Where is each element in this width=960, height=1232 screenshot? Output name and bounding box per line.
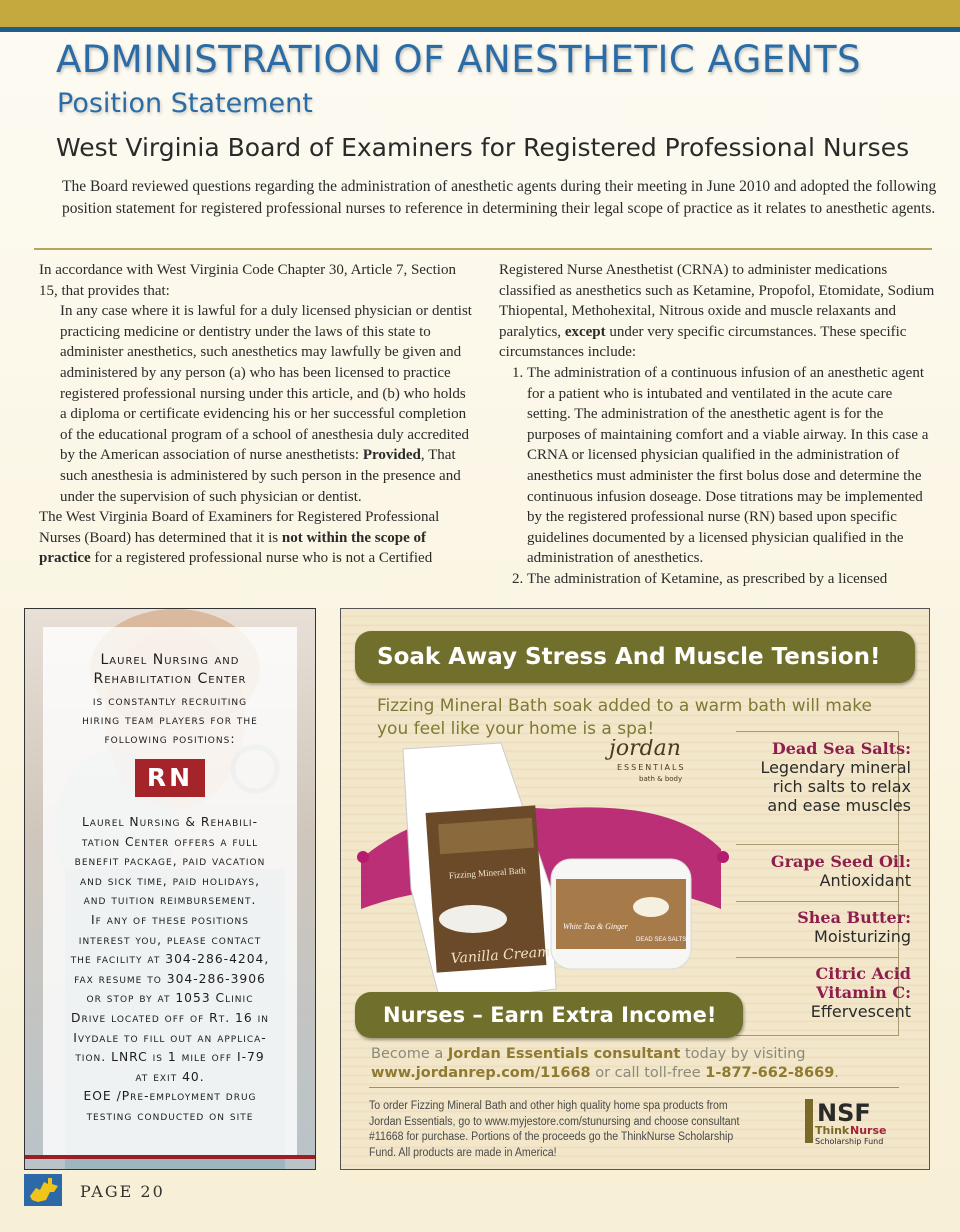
crna-paragraph <box>499 260 939 363</box>
ad-body-line: tation Center offers a full <box>81 834 259 849</box>
ad-body <box>25 813 315 1127</box>
bag-flavor-label: Vanilla Cream <box>450 944 551 968</box>
ingredient-name: Shea Butter: <box>797 908 911 927</box>
brand-logo-tag: bath & body <box>639 775 683 783</box>
top-blue-rule <box>0 27 960 32</box>
code-quote <box>60 301 474 507</box>
ad-body-line: and tuition reimbursement. <box>83 893 257 908</box>
contact-bold: Jordan Essentials consultant <box>447 1046 681 1062</box>
ad-intro-line: is constantly recruiting <box>92 693 248 708</box>
consultant-link[interactable]: www.jordanrep.com/11668 <box>371 1065 591 1081</box>
ad-body-line: the facility at 304-286-4204, <box>70 952 270 967</box>
ingredient-grape-seed-oil <box>741 852 911 890</box>
nsf-logo-nurse: Nurse <box>850 1124 887 1137</box>
quote-bold: Provided <box>362 447 421 464</box>
page-subtitle: Position Statement <box>57 88 313 119</box>
ingredient-name: Grape Seed Oil: <box>770 852 911 871</box>
section-divider <box>34 248 932 250</box>
ad-body-line: testing conducted on site <box>86 1108 254 1123</box>
ad-body-line: EOE /Pre-employment drug <box>83 1089 257 1104</box>
list-item: 2. The administration of Ketamine, as prescribed by a licensed <box>527 569 939 590</box>
ingredient-citric-acid <box>801 964 911 1021</box>
nsf-logo-text: NSF <box>817 1099 871 1127</box>
ad-body-line: If any of these positions <box>91 912 249 927</box>
article-column-left <box>39 260 474 569</box>
ingredient-name: Citric Acid Vitamin C: <box>815 964 911 1002</box>
ad-intro <box>25 691 315 748</box>
contact-text: Become a <box>371 1046 448 1062</box>
ad-body-line: Drive located off of Rt. 16 in <box>71 1010 269 1025</box>
contact-divider <box>369 1087 899 1088</box>
ingredient-desc: Moisturizing <box>814 927 911 946</box>
income-banner: Nurses – Earn Extra Income! <box>355 992 743 1038</box>
ingredient-desc: Antioxidant <box>819 871 911 890</box>
ingredient-divider <box>736 844 898 845</box>
ad-heading <box>25 651 315 689</box>
ingredient-divider <box>736 957 898 958</box>
contact-phone: 1-877-662-8669 <box>705 1065 835 1081</box>
ad-body-line: fax resume to 304-286-3906 <box>74 971 266 986</box>
laurel-nursing-ad <box>24 608 316 1170</box>
ad-headline: Soak Away Stress And Muscle Tension! <box>355 631 915 683</box>
crna-text: Registered Nurse Anesthetist (CRNA) to administer medications classified as anesthetics such as Ketamine, Propofol, Etomidate, Sodium Thiopental, Methohexital, Nitrous oxide and muscle relaxants and paralytics, <box>499 262 935 340</box>
fine-print: To order Fizzing Mineral Bath and other high quality home spa products from Jordan Essentials, go to www.myjestore.com/stunursing and choose consultant #11668 for purchase. Portions of the proceeds go the ThinkNurse Scholarship Fund. All products are made in America! <box>369 1100 740 1159</box>
ad-tagline: Fizzing Mineral Bath soak added to a warm bath will make you feel like your home is a spa! <box>377 696 872 739</box>
jar-sublabel: DEAD SEA SALTS <box>636 937 687 943</box>
consultant-contact <box>371 1045 891 1083</box>
jar-label: White Tea & Ginger <box>563 922 628 931</box>
intro-paragraph: The Board reviewed questions regarding the administration of anesthetic agents during their meeting in June 2010 and adopted the following position statement for registered professional nurses to reference in determining their legal scope of practice as it relates to anesthetic agents. <box>62 178 937 217</box>
ad-body-line: tion. LNRC is 1 mile off I-79 <box>75 1050 265 1065</box>
contact-text: . <box>834 1065 839 1081</box>
ad-body-line: Ivydale to fill out an applica- <box>73 1030 267 1045</box>
west-virginia-map-icon <box>24 1174 62 1206</box>
nsf-logo-think: Think <box>815 1124 850 1137</box>
ingredient-name: Dead Sea Salts: <box>771 739 911 758</box>
ingredient-shea-butter <box>741 908 911 946</box>
ad-body-line: at exit 40. <box>135 1069 205 1084</box>
contact-text: today by visiting <box>680 1046 806 1062</box>
brand-logo: jordan <box>609 739 681 761</box>
jordan-essentials-ad <box>340 608 930 1170</box>
list-item: 1. The administration of a continuous infusion of an anesthetic agent for a patient who is intubated and ventilated in the acute care setting. The administration of the anesthetic agent is for the purposes of maintaining comfort and a viable airway. In this case a CRNA or licensed physician qualified in the administration of anesthetics must administer the first bolus dose and determine the continuous infusion doseage. Dose titrations may be implemented by the registered professional nurse (RN) based upon specific guidelines documented by a licensed physician qualified in the administration of anesthetics. <box>527 363 939 569</box>
ad-body-line: benefit package, paid vacation <box>74 854 266 869</box>
determination-text: The West Virginia Board of Examiners for Registered Professional Nurses (Board) has determined that it is <box>39 509 440 546</box>
determination-bold: not within the scope of practice <box>39 529 427 567</box>
quote-text-end: , That such anesthesia is administered by such person in the presence and under the supervision of such physician or dentist. <box>60 447 461 505</box>
ingredient-divider <box>736 901 898 902</box>
ingredient-desc: Effervescent <box>810 1002 911 1021</box>
page-number: PAGE 20 <box>80 1182 165 1201</box>
code-reference: In accordance with West Virginia Code Chapter 30, Article 7, Section 15, that provides that: <box>39 262 456 299</box>
ad-body-line: and sick time, paid holidays, <box>80 873 260 888</box>
crna-text-end: under very specific circumstances. These specific circumstances include: <box>499 323 907 361</box>
ad-heading-line: Laurel Nursing and <box>100 652 240 668</box>
rn-badge: RN <box>135 759 205 797</box>
quote-text: In any case where it is lawful for a duly licensed physician or dentist practicing medicine or dentistry under the laws of this state to administer anesthetics, such anesthetics may lawfully be given and administered by any person (a) who has been licensed to practice registered professional nursing under this article, and (b) who holds a diploma or certificate evidencing his or her successful completion of the educational program of a school of anesthesia duly accredited by the American association of nurse anesthetists: <box>60 303 472 464</box>
ad-body-line: Laurel Nursing & Rehabili- <box>81 815 259 829</box>
ad-body-line: interest you, please contact <box>78 932 262 947</box>
ad-red-rule <box>25 1155 315 1159</box>
board-heading: West Virginia Board of Examiners for Registered Professional Nurses <box>56 133 910 162</box>
determination-text-end: for a registered professional nurse who is not a Certified <box>90 550 433 567</box>
ingredient-dead-sea-salts <box>741 739 911 815</box>
nsf-logo-fund: Scholarship Fund <box>815 1137 884 1146</box>
contact-text: or call toll-free <box>590 1065 706 1081</box>
ingredient-desc: Legendary mineral rich salts to relax and ease muscles <box>760 758 911 815</box>
crna-bold: except <box>564 323 606 340</box>
ad-intro-line: hiring team players for the <box>82 712 258 727</box>
page-title: ADMINISTRATION OF ANESTHETIC AGENTS <box>56 38 861 81</box>
board-determination <box>39 507 474 569</box>
thinknurse-logo <box>805 1097 905 1147</box>
ad-body-line: or stop by at 1053 Clinic <box>86 991 254 1006</box>
bag-label: Fizzing Mineral Bath <box>448 865 527 881</box>
ad-heading-line: Rehabilitation Center <box>93 671 247 687</box>
circumstances-list <box>499 363 939 590</box>
top-gold-band <box>0 0 960 27</box>
brand-logo-sub: ESSENTIALS <box>617 763 686 772</box>
ad-intro-line: following positions: <box>104 731 236 746</box>
article-column-right <box>499 260 939 590</box>
